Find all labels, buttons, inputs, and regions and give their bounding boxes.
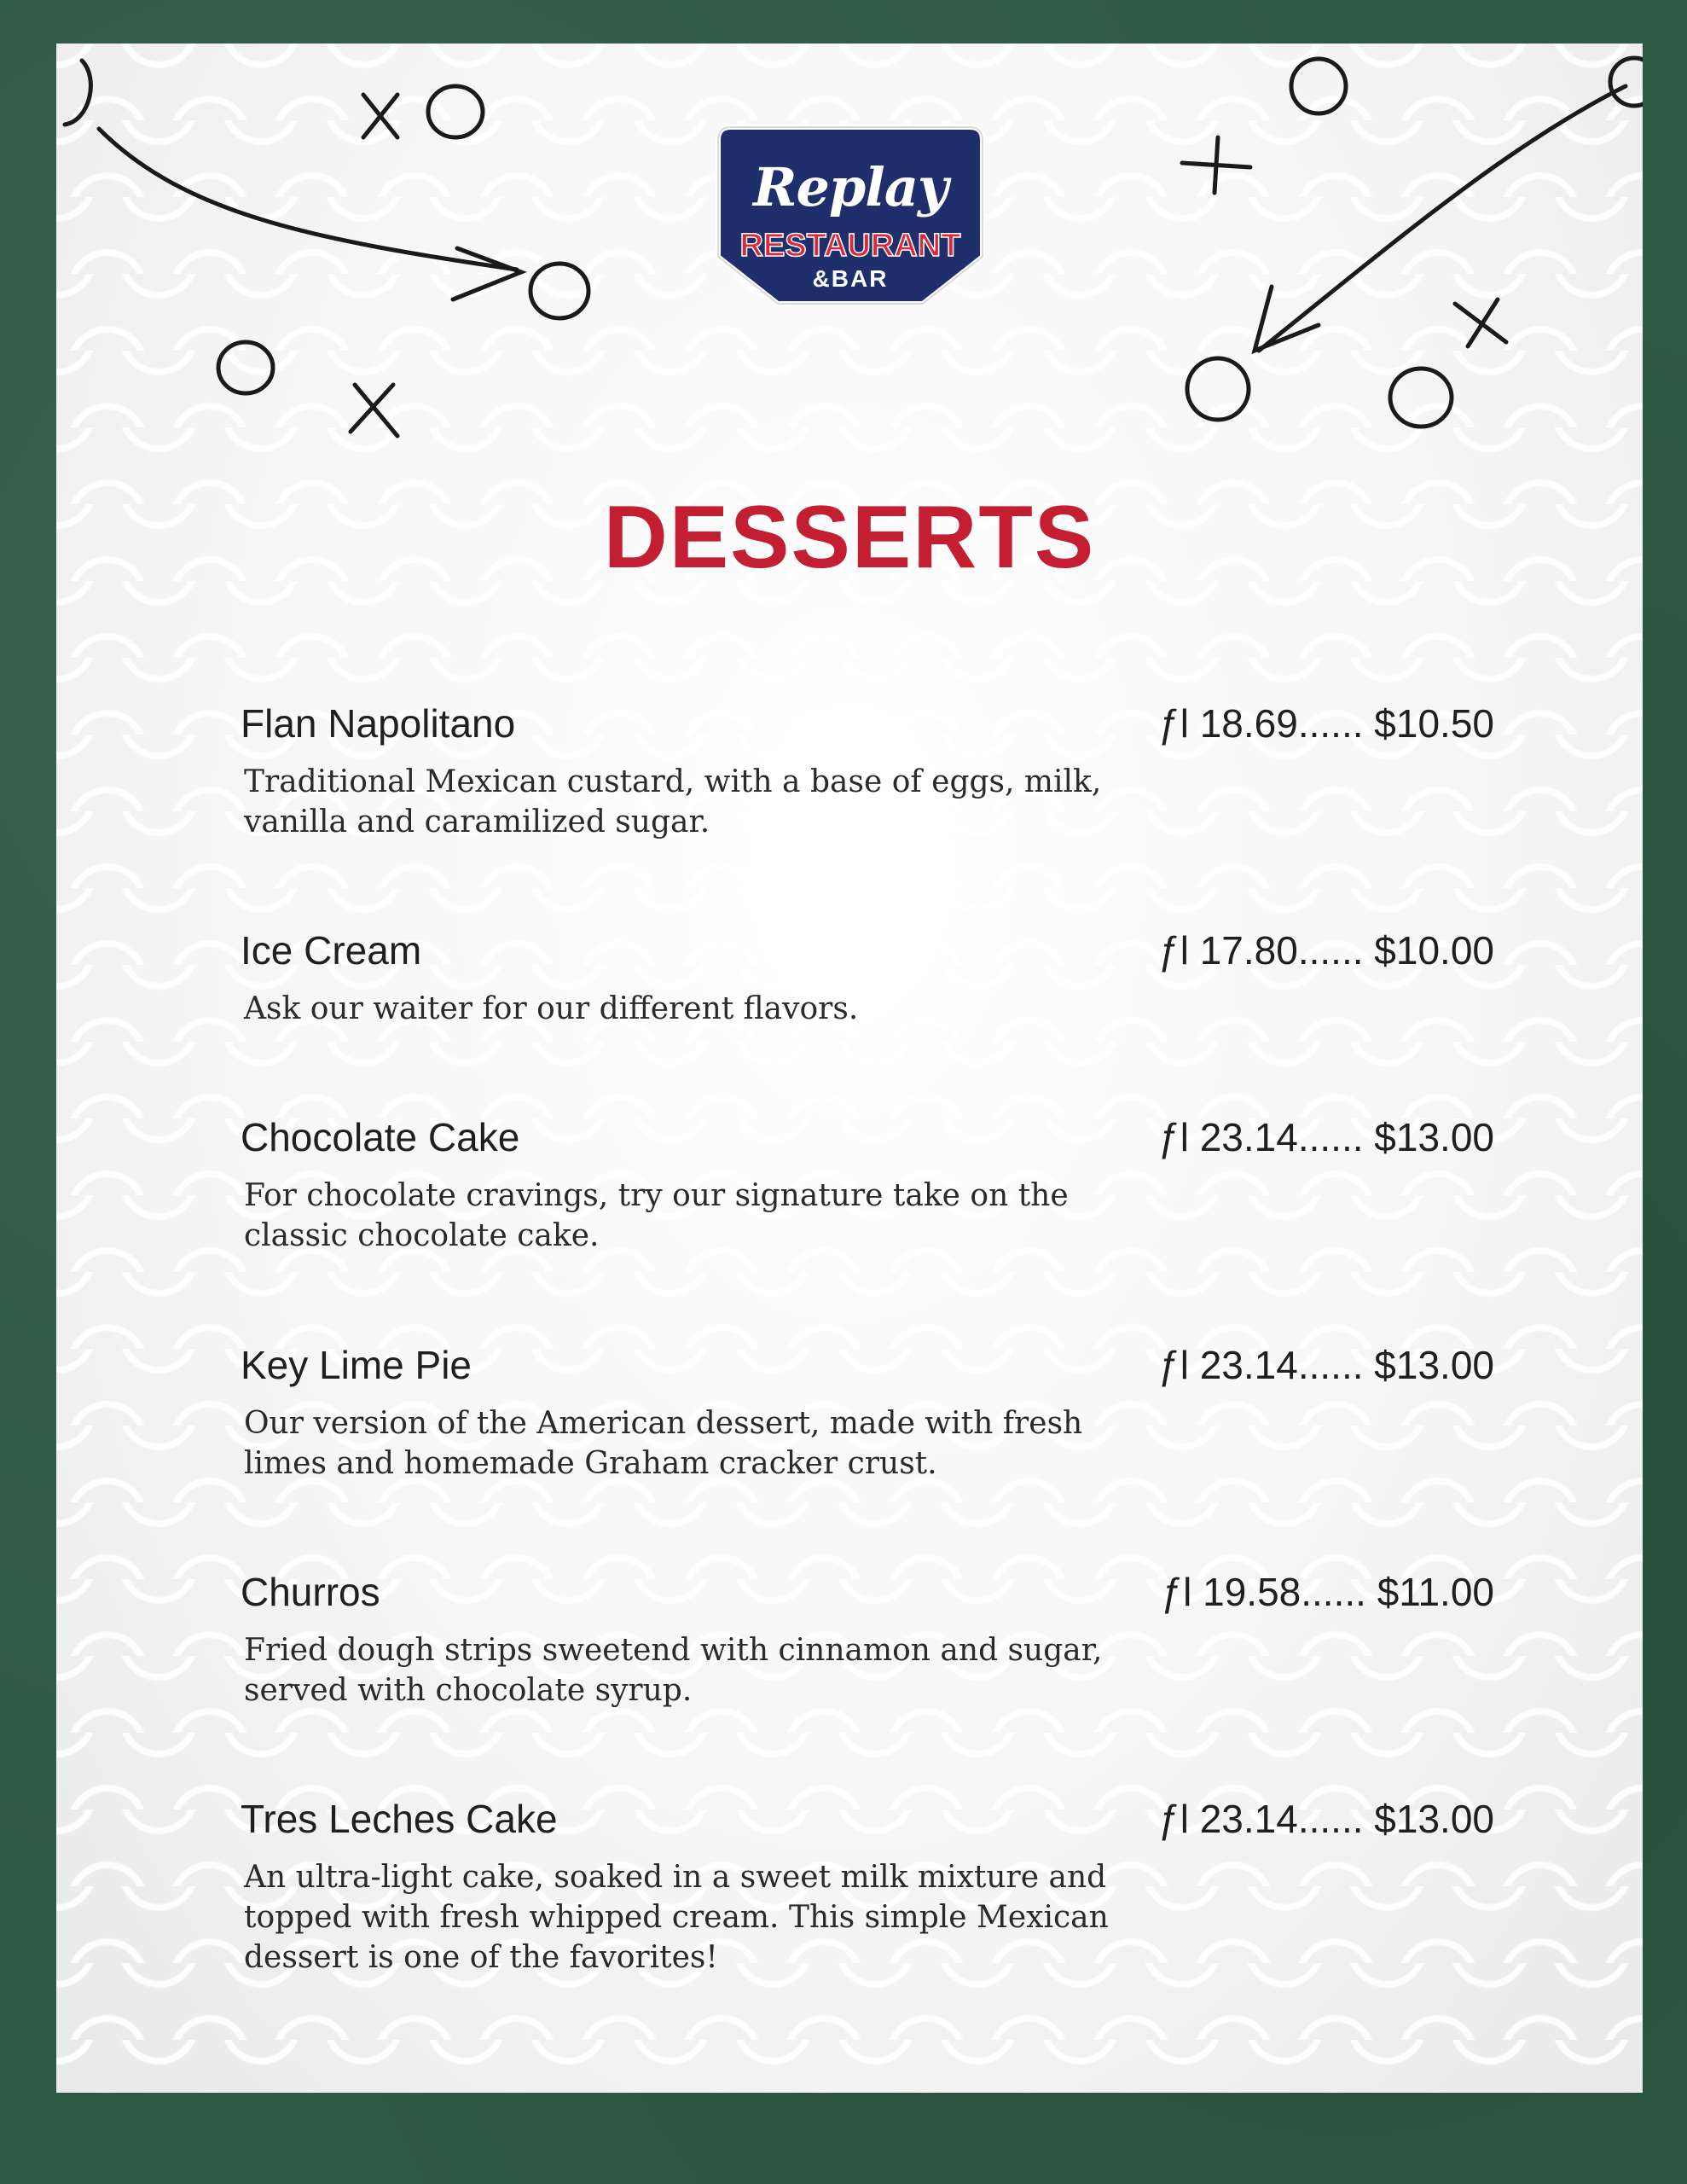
item-name: Chocolate Cake — [241, 1115, 520, 1159]
item-name: Flan Napolitano — [241, 701, 516, 746]
o-mark-icon — [428, 86, 483, 137]
restaurant-logo — [701, 112, 1000, 317]
o-mark-icon — [530, 264, 588, 318]
arrow-icon — [1259, 86, 1626, 351]
item-description: Ask our waiter for our different flavors. — [244, 991, 859, 1026]
item-name: Tres Leches Cake — [241, 1797, 558, 1841]
logo-wordmark: Replay — [752, 156, 948, 218]
item-price: ƒl 23.14...... $13.00 — [1158, 1343, 1494, 1387]
o-mark-icon — [1390, 369, 1452, 427]
item-name: Churros — [241, 1570, 380, 1614]
x-mark-icon — [363, 95, 397, 137]
item-price: ƒl 19.58...... $11.00 — [1161, 1570, 1494, 1614]
item-description: For chocolate cravings, try our signature take on the classic chocolate cake. — [244, 1178, 1069, 1253]
o-mark-icon — [1610, 58, 1643, 106]
arrow-icon — [99, 129, 517, 270]
o-mark-icon — [1187, 358, 1249, 420]
logo-bar-text: &BAR — [812, 265, 889, 292]
x-mark-icon — [1182, 137, 1250, 193]
item-price: ƒl 23.14...... $13.00 — [1158, 1115, 1494, 1159]
logo-subtitle: RESTAURANT — [739, 228, 961, 264]
x-mark-icon — [1455, 299, 1506, 346]
item-description: Traditional Mexican custard, with a base of eggs, milk, vanilla and caramilized sugar. — [244, 764, 1102, 839]
page-title: DESSERTS — [603, 488, 1096, 587]
menu-page — [56, 44, 1643, 2093]
item-name: Ice Cream — [241, 928, 422, 973]
item-price: ƒl 17.80...... $10.00 — [1158, 928, 1494, 973]
o-mark-icon — [65, 61, 90, 125]
x-mark-icon — [351, 385, 397, 436]
item-name: Key Lime Pie — [241, 1343, 472, 1387]
o-mark-icon — [1291, 59, 1346, 113]
o-mark-icon — [218, 342, 273, 393]
item-price: ƒl 18.69...... $10.50 — [1158, 701, 1494, 746]
item-description: Fried dough strips sweetend with cinnamon and sugar, served with chocolate syrup. — [244, 1633, 1103, 1708]
item-description: An ultra-light cake, soaked in a sweet milk mixture and topped with fresh whipped cream. This simple Mexican dessert is one of the favorites! — [244, 1860, 1109, 1975]
item-description: Our version of the American dessert, made with fresh limes and homemade Graham cracker crust. — [244, 1406, 1083, 1481]
item-price: ƒl 23.14...... $13.00 — [1158, 1797, 1494, 1841]
